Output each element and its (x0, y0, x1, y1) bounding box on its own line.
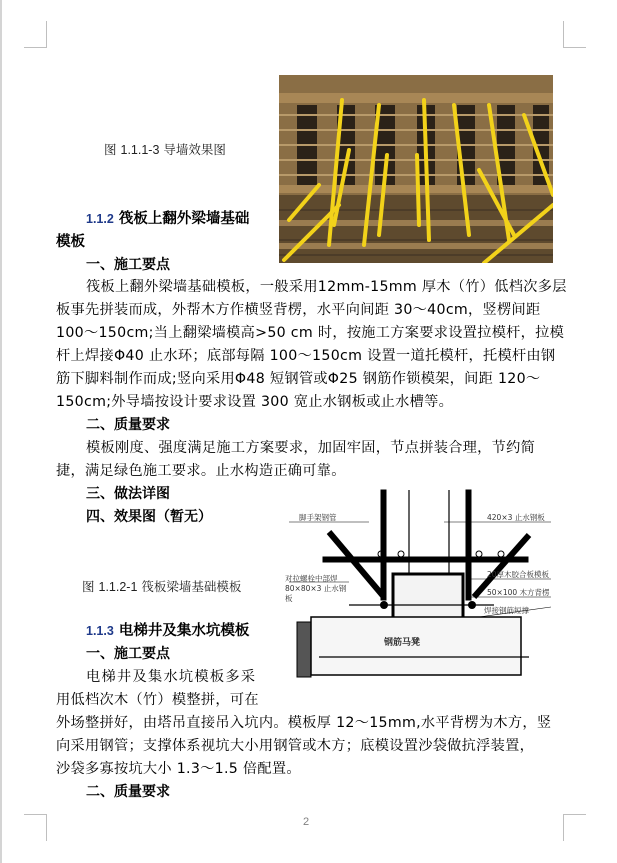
subheading-construction-points: 一、施工要点 (86, 646, 170, 662)
label-bolt-line2: 80×80×3 止水钢 (285, 584, 347, 593)
paragraph-line: 杆上焊接Φ40 止水环；底部每隔 100～150cm 设置一道托模杆，托模杆由钢 (56, 348, 556, 364)
crop-mark-top-left (24, 21, 47, 48)
label-bolt-line3: 板 (285, 594, 293, 603)
paragraph-line: 筋下脚料制作而成;竖向采用Φ48 短钢管或Φ25 钢筋作锁模架，间距 120～ (56, 371, 541, 387)
crop-mark-bottom-left (24, 814, 47, 841)
paragraph-line: 筏板上翻外梁墙基础模板，一般采用12mm-15mm 厚木（竹）低档次多层 (86, 279, 567, 295)
figure-2-caption (82, 578, 241, 596)
paragraph-line: 模板刚度、强度满足施工方案要求，加固牢固，节点拼装合理，节约简 (86, 440, 536, 456)
section-1-1-2-heading (86, 210, 249, 228)
section-title-cont: 模板 (56, 234, 85, 250)
section-number: 1.1.3 (86, 624, 114, 638)
subheading-quality-requirements: 二、质量要求 (86, 784, 170, 800)
figure-1-caption (104, 141, 226, 159)
subheading-quality-requirements: 二、质量要求 (86, 417, 170, 433)
caption-number: 1.1.2-1 (98, 580, 138, 594)
caption-prefix: 图 (104, 142, 117, 157)
paragraph-line: 沙袋多寡按坑大小 1.3～1.5 倍配置。 (56, 761, 301, 777)
caption-number: 1.1.1-3 (120, 143, 160, 157)
label-bolt-line1: 对拉螺栓中部焊 (285, 574, 338, 583)
label-rebar-stool: 钢筋马凳 (384, 638, 421, 648)
paragraph-line: 板事先拼装而成，外帮木方作横竖背楞，水平向间距 30～40cm，竖楞间距 (56, 302, 541, 318)
label-plywood: 20厚木胶合板模板 (487, 570, 550, 579)
label-scaffold-pipe: 脚手架钢管 (299, 513, 337, 522)
paragraph-line: 电梯井及集水坑模板多采 (86, 669, 257, 685)
caption-text: 筏板梁墙基础模板 (141, 579, 242, 594)
paragraph-line: 用低档次木（竹）模整拼，可在 (56, 692, 259, 708)
crop-mark-top-right (563, 21, 586, 48)
label-welded-rebar: 焊接钢筋短撑 (484, 606, 529, 615)
paragraph-line: 100～150cm;当上翻梁墙模高>50 cm 时，按施工方案要求设置拉模杆，拉模 (56, 325, 565, 341)
subheading-construction-points: 一、施工要点 (86, 257, 170, 273)
wall-formwork-photo (279, 75, 553, 263)
paragraph-line: 150cm;外导墙按设计要求设置 300 宽止水钢板或止水槽等。 (56, 394, 454, 410)
caption-text: 导墙效果图 (163, 142, 226, 157)
page-number: 2 (303, 816, 310, 828)
crop-mark-bottom-right (563, 814, 586, 841)
paragraph-line: 向采用钢管；支撑体系视坑大小用钢管或木方；底模设置沙袋做抗浮装置， (56, 738, 535, 754)
section-title: 电梯井及集水坑模板 (118, 623, 250, 639)
subheading-effect-drawing: 四、效果图（暂无） (86, 509, 212, 525)
section-title: 筏板上翻外梁墙基础 (118, 211, 250, 227)
section-1-1-3-heading (86, 622, 249, 640)
paragraph-line: 捷，满足绿色施工要求。止水构造正确可靠。 (56, 463, 346, 479)
caption-prefix: 图 (82, 579, 95, 594)
subheading-detail-drawing: 三、做法详图 (86, 486, 170, 502)
page-edge (0, 0, 2, 863)
paragraph-line: 外场整拼好，由塔吊直接吊入坑内。模板厚 12～15mm,水平背楞为木方，竖 (56, 715, 552, 731)
section-number: 1.1.2 (86, 212, 114, 226)
label-timber: 50×100 木方背楞 (487, 588, 550, 597)
label-water-stop-plate: 420×3 止水钢板 (487, 513, 545, 522)
formwork-section-diagram (285, 487, 551, 680)
